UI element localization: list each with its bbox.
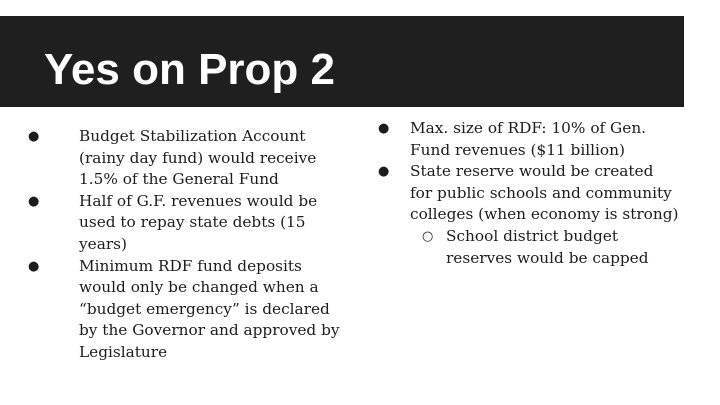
list-item	[378, 161, 680, 226]
sub-bullet-text: School district budget reserves would be capped	[446, 226, 649, 267]
bullet-text: Minimum RDF fund deposits would only be changed when a “budget emergency” is declared by the Governor and approved by Legislature	[79, 256, 340, 361]
slide-title[interactable]: Yes on Prop 2	[44, 45, 335, 94]
bullet-text: Max. size of RDF: 10% of Gen. Fund revenues ($11 billion)	[410, 119, 647, 159]
bullet-dot-icon: ●	[28, 129, 40, 144]
left-bullet-list	[28, 126, 350, 364]
list-item	[28, 126, 350, 191]
bullet-dot-icon: ●	[378, 164, 390, 180]
bullet-text: State reserve would be created for public schools and community colleges (when economy is strong)	[410, 162, 679, 224]
list-item	[378, 118, 680, 161]
list-item	[28, 256, 350, 364]
right-text-box[interactable]	[378, 118, 680, 269]
hollow-circle-bullet-icon: ○	[422, 228, 434, 244]
list-item	[28, 191, 350, 256]
bullet-text: Budget Stabilization Account (rainy day fund) would receive 1.5% of the General Fund	[79, 127, 317, 189]
right-bullet-list	[378, 118, 680, 269]
left-text-box[interactable]	[28, 126, 350, 364]
bullet-text: Half of G.F. revenues would be used to repay state debts (15 years)	[79, 191, 318, 253]
bullet-dot-icon: ●	[28, 258, 40, 274]
bullet-dot-icon: ●	[28, 193, 40, 209]
sub-list-item	[378, 226, 680, 269]
bullet-dot-icon: ●	[378, 121, 390, 136]
